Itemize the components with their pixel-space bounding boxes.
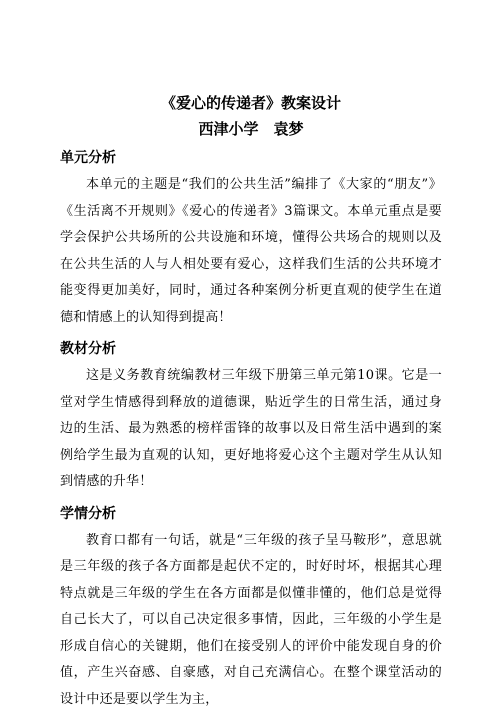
- section-paragraph: 本单元的主题是“我们的公共生活”编排了《大家的“朋友”》《生活离不开规则》《爱心的传递者》3篇课文。本单元重点是要学会保护公共场所的公共设施和环境，懂得公共场合的规则以及在公共生活的人与人相处要有爱心，这样我们生活的公共环境才能变得更加美好，同时，通过各种案例分析更直观的使学生在道德和情感上的认知得到提高！: [60, 172, 442, 331]
- section-paragraph: 教育口都有一句话，就是“三年级的孩子呈马鞍形”，意思就是三年级的孩子各方面都是起伏不定的，时好时坏，根据其心理特点就是三年级的学生在各方面都是似懂非懂的，他们总是觉得自己长大了，可以自己决定很多事情，因此，三年级的小学生是形成自信心的关键期，他们在接受别人的评价中能发现自身的价值，产生兴奋感、自豪感，对自己充满信心。在整个课堂活动的设计中还是要以学生为主，: [60, 528, 442, 713]
- document-author: 西津小学 袁梦: [60, 118, 442, 140]
- section-unit-analysis: [60, 148, 442, 331]
- section-paragraph: 这是义务教育统编教材三年级下册第三单元第10课。它是一堂对学生情感得到释放的道德课，贴近学生的日常生活，通过身边的生活、最为熟悉的榜样雷锋的故事以及日常生活中遇到的案例给学生最为直观的认知，更好地将爱心这个主题对学生从认知到情感的升华！: [60, 363, 442, 496]
- section-heading: 学情分析: [60, 504, 442, 524]
- section-heading: 教材分析: [60, 339, 442, 359]
- section-student-analysis: [60, 504, 442, 713]
- section-textbook-analysis: [60, 339, 442, 496]
- section-heading: 单元分析: [60, 148, 442, 168]
- document-title: 《爱心的传递者》教案设计: [60, 92, 442, 114]
